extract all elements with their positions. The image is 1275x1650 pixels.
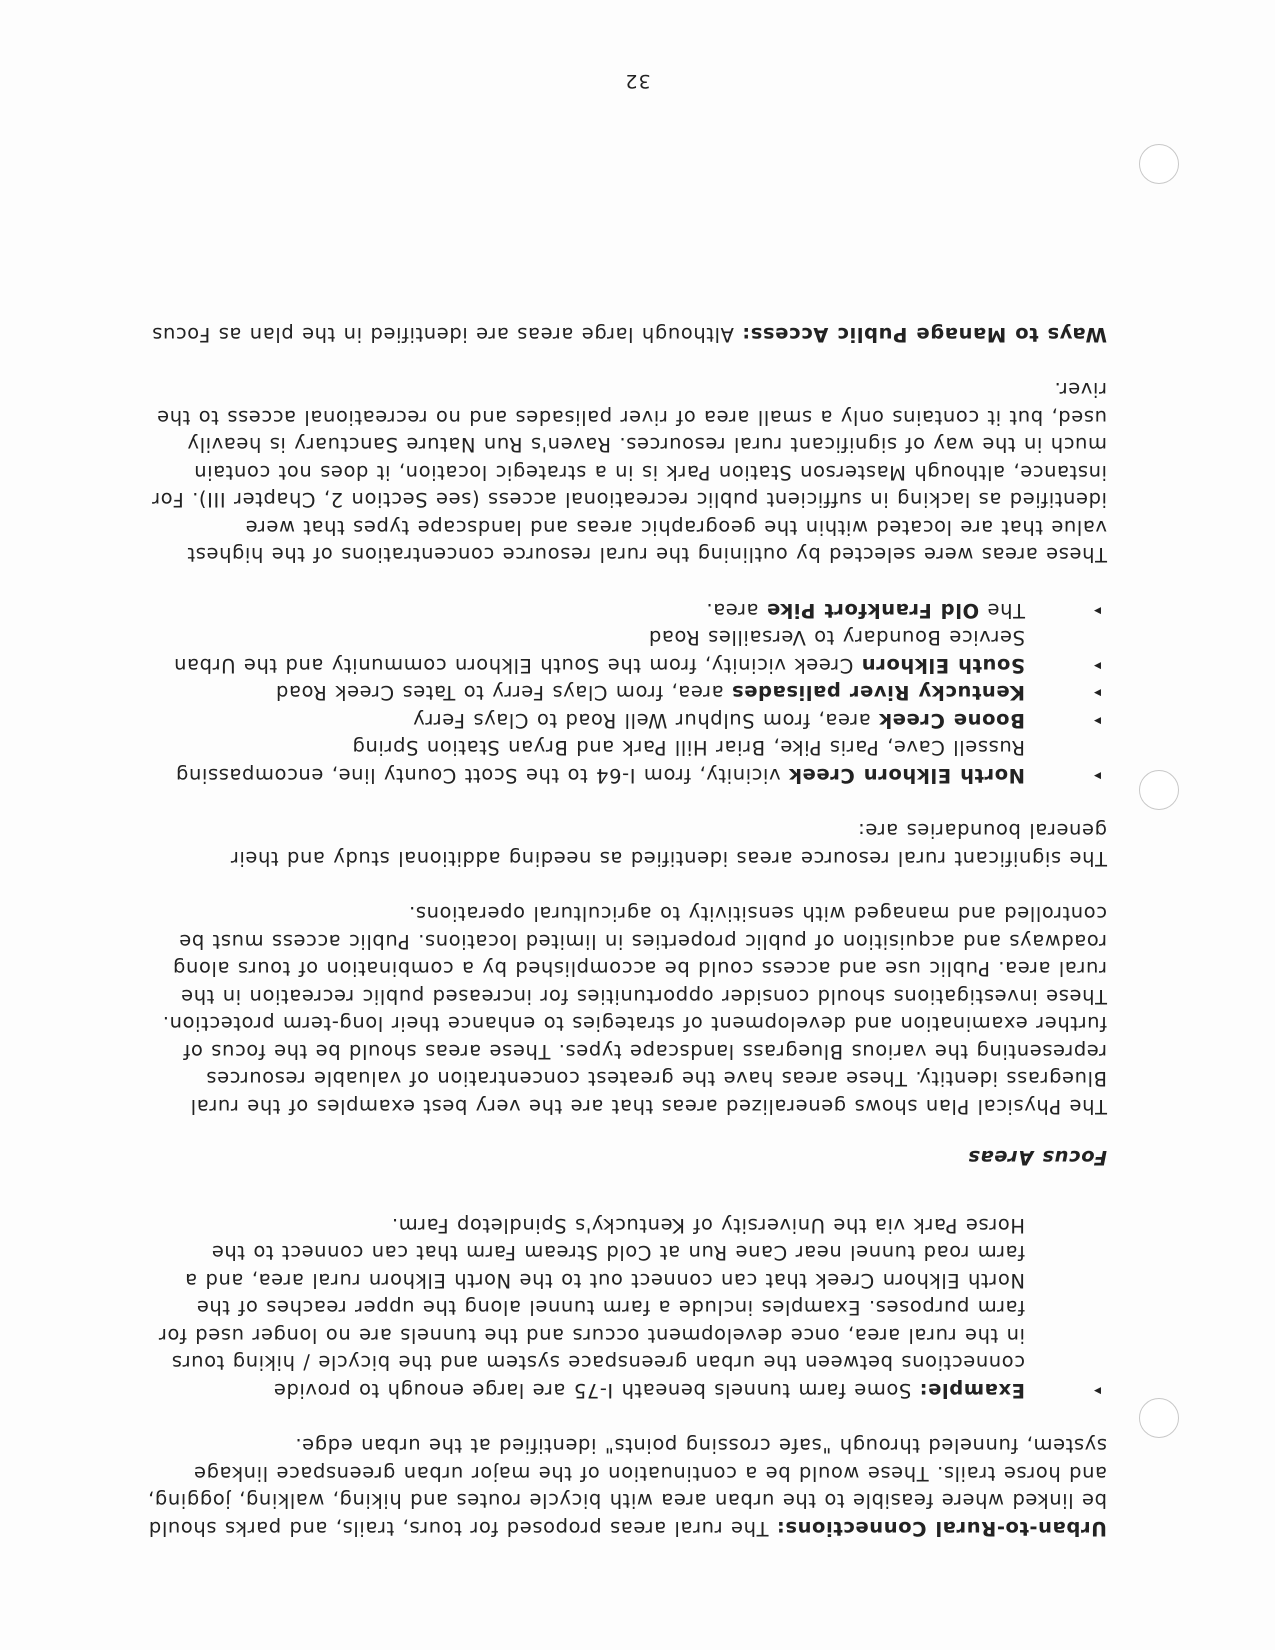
public-access-heading: Ways to Manage Public Access:: [741, 323, 1107, 346]
page-body: [145, 321, 1107, 1543]
public-access-paragraph: [145, 321, 1107, 349]
list-item-name: Kentucky River palisades: [731, 681, 1025, 705]
bullet-arrow-icon: ▸: [1093, 1383, 1101, 1399]
focus-areas-title: Focus Areas: [967, 1146, 1107, 1170]
focus-areas-paragraph-2: The significant rural resource areas identified as needing additional study and their general boundaries are:: [230, 819, 1107, 870]
page-number: 32: [624, 70, 651, 92]
list-item-text: area, from Sulphur Well Road to Clays Ferry: [412, 709, 871, 732]
punch-hole: [1139, 144, 1179, 184]
list-item-name: Boone Creek: [878, 709, 1025, 732]
example-label: Example:: [919, 1379, 1025, 1402]
list-item-name: Old Frankfort Pike: [766, 599, 980, 622]
punch-hole: [1139, 770, 1179, 810]
list-item-name: South Elkhorn: [861, 654, 1025, 677]
list-item-prefix: The: [979, 599, 1025, 622]
focus-areas-paragraph-3: These areas were selected by outlining the rural resource concentrations of the highest value that are located within the geographic areas and landscape types that were identified as lacking in sufficient public recreational access (see Section 2, Chapter III). For instance, although Masterson Station Park is in a strategic location, it does not contain much in the way of significant rural resources. Raven's Run Nature Sanctuary is heavily used, but it contains only a small area of river palisades and no recreational access to the river.: [151, 378, 1107, 567]
list-item-text: area, from Clays Ferry to Tates Creek Road: [275, 681, 724, 705]
list-item: [145, 679, 1107, 707]
list-item-name: North Elkhorn Creek: [788, 764, 1025, 787]
list-item: [145, 597, 1107, 625]
list-item: [145, 624, 1107, 679]
bullet-arrow-icon: ▸: [1093, 603, 1101, 619]
bullet-arrow-icon: ▸: [1093, 713, 1101, 729]
bullet-arrow-icon: ▸: [1093, 768, 1101, 784]
list-item-text: Creek vicinity, from the South Elkhorn community and the Urban Service Boundary to Versailles Road: [173, 626, 1025, 677]
focus-areas-list: [145, 597, 1107, 790]
list-item: [145, 707, 1107, 735]
list-item-text: area.: [705, 599, 759, 622]
example-text: Some farm tunnels beneath I-75 are large enough to provide connections between the urban greenspace system and the bicycle / hiking tours in the rural area, once development occurs and the tunnels are no longer used for farm purposes. Examples include a farm tunnel along the upper reaches of the North Elkhorn Creek that can connect out to the North Elkhorn rural area, and a farm road tunnel near Cane Run at Cold Stream Farm that can connect to the Horse Park via the University of Kentucky's Spindletop Farm.: [158, 1214, 1025, 1402]
list-item-text: vicinity, from I-64 to the Scott County line, encompassing Russell Cave, Paris Pike, Briar Hill Park and Bryan Station Spring: [175, 736, 1025, 787]
urban-rural-heading: Urban-to-Rural Connections:: [776, 1517, 1107, 1540]
public-access-text: Although large areas are identified in the plan as Focus: [151, 323, 734, 346]
punch-hole: [1139, 1398, 1179, 1438]
focus-areas-paragraph-1: The Physical Plan shows generalized areas that are the very best examples of the rural Bluegrass identity. These areas have the greatest concentration of valuable resources representing the various Bluegrass landscape types. These areas should be the focus of further examination and development of strategies to enhance their long-term protection. These investigations should consider opportunities for increased public recreation in the rural area. Public use and access could be accomplished by a combination of tours along roadways and acquisition of public properties in limited locations. Public access must be controlled and managed with sensitivity to agricultural operations.: [162, 902, 1107, 1118]
urban-rural-connections-paragraph: [145, 1432, 1107, 1542]
example-bullet: [145, 1212, 1107, 1405]
urban-rural-text: The rural areas proposed for tours, trails, and parks should be linked where feasible to the urban area with bicycle routes and hiking, walking, jogging, and horse trails. These would be a continuation of the major urban greenspace linkage system, funneled through "safe crossing points" identified at the urban edge.: [147, 1434, 1107, 1540]
list-item: [145, 734, 1107, 789]
bullet-arrow-icon: ▸: [1093, 685, 1101, 702]
bullet-arrow-icon: ▸: [1093, 658, 1101, 674]
